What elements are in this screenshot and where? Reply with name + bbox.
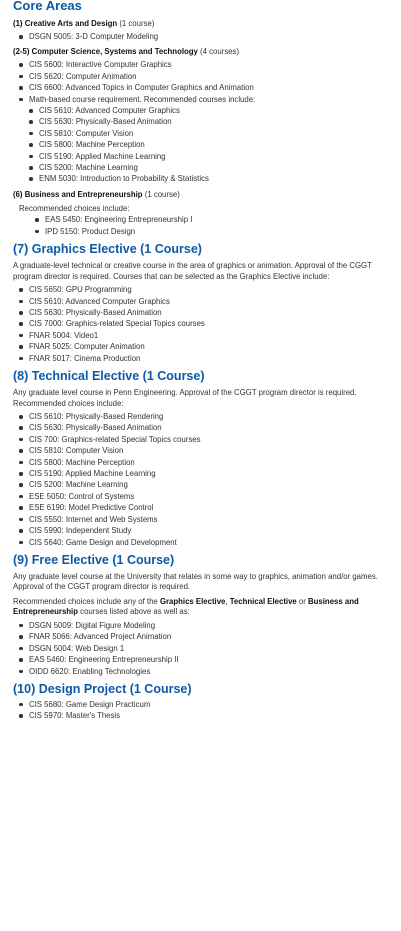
recommendation-separator: ,: [225, 596, 230, 606]
list-item: DSGN 5009: Digital Figure Modeling: [13, 620, 395, 631]
list-item: CIS 5800: Machine Perception: [13, 457, 395, 468]
list-item: CIS 5620: Computer Animation: [13, 71, 395, 82]
list-item: ESE 6190: Model Predictive Control: [13, 502, 395, 513]
list-item: CIS 5200: Machine Learning: [23, 162, 395, 173]
graphics-elective-list: [13, 284, 395, 364]
list-item: CIS 5970: Master's Thesis: [13, 710, 395, 721]
technical-elective-description: Any graduate level course in Penn Engineering. Approval of the CGGT program director is required. Recommended choices include:: [13, 388, 357, 408]
list-item: CIS 5630: Physically-Based Animation: [23, 116, 395, 127]
list-item: CIS 5800: Machine Perception: [23, 139, 395, 150]
list-item: FNAR 5025: Computer Animation: [13, 341, 395, 352]
free-elective-list: [13, 620, 395, 677]
category-label: (2-5) Computer Science, Systems and Technology: [13, 47, 198, 57]
recommendation-text: courses listed above as well as:: [78, 607, 190, 617]
list-item: DSGN 5005: 3-D Computer Modeling: [13, 31, 395, 42]
technical-elective-heading: (8) Technical Elective (1 Course): [13, 369, 205, 384]
list-item: CIS 5600: Interactive Computer Graphics: [13, 59, 395, 70]
list-item: DSGN 5004: Web Design 1: [13, 643, 395, 654]
page-title: Core Areas: [13, 0, 82, 13]
list-item: CIS 5610: Advanced Computer Graphics: [13, 296, 395, 307]
list-item: OIDD 6620: Enabling Technologies: [13, 666, 395, 677]
graphics-elective-description: A graduate-level technical or creative course in the area of graphics or animation. Approval of the CGGT program director is required. Courses that can be selected as the Graphics Elective include:: [13, 261, 372, 281]
list-item: FNAR 5066: Advanced Project Animation: [13, 631, 395, 642]
business-intro: Recommended choices include:: [19, 203, 130, 213]
list-item: CIS 5610: Physically-Based Rendering: [13, 411, 395, 422]
list-item: CIS 5630: Physically-Based Animation: [13, 422, 395, 433]
recommendation-technical: Technical Elective: [229, 596, 297, 606]
list-item: FNAR 5017: Cinema Production: [13, 353, 395, 364]
list-item: CIS 5610: Advanced Computer Graphics: [23, 105, 395, 116]
list-item: ENM 5030: Introduction to Probability & Statistics: [23, 173, 395, 184]
list-item: CIS 5640: Game Design and Development: [13, 537, 395, 548]
free-elective-description: Any graduate level course at the University that relates in some way to graphics, animation and/or games. Approval of the CGGT program director is required.: [13, 571, 378, 592]
math-course-list: [23, 105, 395, 185]
list-item: CIS 5630: Physically-Based Animation: [13, 307, 395, 318]
graphics-elective-heading: (7) Graphics Elective (1 Course): [13, 242, 202, 257]
list-item: CIS 5810: Computer Vision: [13, 445, 395, 456]
category-computer-science: [13, 46, 395, 57]
list-item: ESE 5050: Control of Systems: [13, 491, 395, 502]
list-item: CIS 6600: Advanced Topics in Computer Graphics and Animation: [13, 82, 395, 93]
computer-science-list: [13, 59, 395, 105]
category-business: [13, 189, 395, 200]
list-item: CIS 5810: Computer Vision: [23, 128, 395, 139]
category-count: (1 course): [119, 19, 155, 28]
list-item: CIS 5680: Game Design Practicum: [13, 699, 395, 710]
list-item: CIS 5650: GPU Programming: [13, 284, 395, 295]
free-elective-recommendation: [13, 597, 395, 618]
recommendation-graphics: Graphics Elective: [159, 596, 226, 606]
list-item: Math-based course requirement. Recommended courses include:: [13, 94, 395, 105]
list-item: EAS 5450: Engineering Entrepreneurship I: [29, 214, 395, 225]
recommendation-text: Recommended choices include any of the: [13, 596, 160, 606]
list-item: CIS 7000: Graphics-related Special Topics courses: [13, 318, 395, 329]
technical-elective-list: [13, 411, 395, 548]
list-item: IPD 5150: Product Design: [29, 226, 395, 237]
design-project-heading: (10) Design Project (1 Course): [13, 681, 192, 696]
list-item: CIS 5200: Machine Learning: [13, 479, 395, 490]
category-creative-arts: [13, 18, 395, 29]
free-elective-heading: (9) Free Elective (1 Course): [13, 552, 175, 567]
recommendation-separator: or: [296, 596, 309, 606]
category-label: (1) Creative Arts and Design: [13, 19, 118, 28]
business-list: [29, 214, 395, 237]
design-project-list: [13, 699, 395, 722]
list-item: CIS 700: Graphics-related Special Topics courses: [13, 434, 395, 445]
category-count: (1 course): [144, 189, 180, 199]
list-item: FNAR 5004: Video1: [13, 330, 395, 341]
list-item: EAS 5460: Engineering Entrepreneurship II: [13, 654, 395, 665]
list-item: CIS 5190: Applied Machine Learning: [13, 468, 395, 479]
category-label: (6) Business and Entrepreneurship: [13, 189, 143, 199]
category-count: (4 courses): [200, 47, 240, 57]
list-item: CIS 5550: Internet and Web Systems: [13, 514, 395, 525]
creative-arts-list: [13, 31, 395, 42]
list-item: CIS 5190: Applied Machine Learning: [23, 151, 395, 162]
list-item: CIS 5990: Independent Study: [13, 525, 395, 536]
recommendation-business: Business and Entrepreneurship: [13, 596, 359, 617]
